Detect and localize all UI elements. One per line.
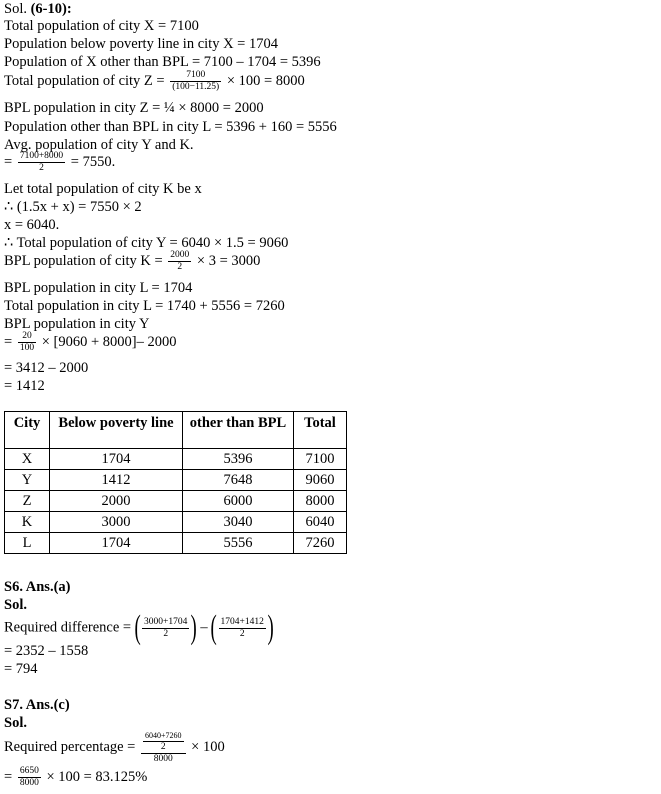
col-header-city: City: [5, 412, 50, 449]
nested-fraction: $\frac{\frac{6040+7260}{2}}{8000}$: [141, 730, 186, 765]
sol-label: Sol.: [4, 1, 31, 17]
table-header-row: [5, 412, 347, 449]
s6-line-1: Required difference = ( $\frac{3000+1704}{2}$ ) – ( $\frac{1704+1412}{2}$ ): [4, 609, 274, 646]
cell-city: Z: [5, 491, 50, 512]
line-7: Avg. population of city Y and K.: [4, 137, 194, 153]
cell-total: 6040: [294, 512, 347, 533]
s6-line-2: = 2352 – 1558: [4, 643, 89, 659]
cell-other: 7648: [183, 470, 294, 491]
cell-other: 5556: [183, 533, 294, 554]
table-row: [5, 470, 347, 491]
line-14: BPL population in city L = 1704: [4, 280, 193, 296]
s7-line-2: = $\frac{6650}{8000}$ × 100 = 83.125%: [4, 766, 148, 788]
line-4: Total population of city Z = $\frac{7100}{(100-11.25)}$ × 100 = 8000: [4, 70, 305, 92]
s7-line-1: Required percentage = $\frac{\frac{6040+7260}{2}}{8000}$ × 100: [4, 731, 225, 764]
cell-bpl: 1704: [50, 449, 183, 470]
line-5: BPL population in city Z = ¼ × 8000 = 2000: [4, 100, 264, 116]
s7-heading: S7. Ans.(c): [4, 697, 70, 713]
table-row: [5, 449, 347, 470]
line-3: Population of X other than BPL = 7100 – 1704 = 5396: [4, 54, 321, 70]
s6-heading: S6. Ans.(a): [4, 579, 71, 595]
fraction: $\frac{1704+1412}{2}$: [220, 616, 264, 639]
cell-city: L: [5, 533, 50, 554]
fraction: $\frac{7100+8000}{2}$: [19, 151, 64, 173]
line-18: = 3412 – 2000: [4, 360, 89, 376]
s7-sol-label: Sol.: [4, 715, 27, 731]
table-row: [5, 512, 347, 533]
cell-total: 7100: [294, 449, 347, 470]
question-range: (6-10):: [30, 1, 72, 17]
col-header-bpl: Below poverty line: [50, 412, 183, 449]
population-table: [4, 411, 347, 554]
line-1: Total population of city X = 7100: [4, 18, 199, 34]
line-17: = $\frac{20}{100}$ × [9060 + 8000]– 2000: [4, 331, 177, 353]
col-header-total: Total: [294, 412, 347, 449]
cell-bpl: 3000: [50, 512, 183, 533]
table-row: [5, 491, 347, 512]
line-19: = 1412: [4, 378, 45, 394]
line-10: ∴ (1.5x + x) = 7550 × 2: [4, 199, 142, 215]
cell-total: 8000: [294, 491, 347, 512]
cell-city: K: [5, 512, 50, 533]
cell-other: 6000: [183, 491, 294, 512]
cell-other: 5396: [183, 449, 294, 470]
cell-bpl: 1704: [50, 533, 183, 554]
cell-bpl: 2000: [50, 491, 183, 512]
line-2: Population below poverty line in city X = 1704: [4, 36, 278, 52]
table-row: [5, 533, 347, 554]
line-6: Population other than BPL in city L = 5396 + 160 = 5556: [4, 119, 337, 135]
s6-line-3: = 794: [4, 661, 38, 677]
line-8: = $\frac{7100+8000}{2}$ = 7550.: [4, 151, 116, 173]
fraction: $\frac{3000+1704}{2}$: [144, 616, 188, 639]
cell-city: Y: [5, 470, 50, 491]
line-11: x = 6040.: [4, 217, 60, 233]
col-header-other: other than BPL: [183, 412, 294, 449]
line-9: Let total population of city K be x: [4, 181, 202, 197]
line-13: BPL population of city K = $\frac{2000}{2}$ × 3 = 3000: [4, 250, 261, 272]
cell-other: 3040: [183, 512, 294, 533]
cell-total: 7260: [294, 533, 347, 554]
line-15: Total population in city L = 1740 + 5556 = 7260: [4, 298, 285, 314]
fraction: $\frac{2000}{2}$: [170, 250, 190, 272]
cell-bpl: 1412: [50, 470, 183, 491]
cell-total: 9060: [294, 470, 347, 491]
fraction: $\frac{7100}{(100-11.25)}$: [172, 70, 220, 92]
fraction: $\frac{6650}{8000}$: [19, 766, 39, 788]
sol-heading: [4, 0, 72, 18]
cell-city: X: [5, 449, 50, 470]
line-16: BPL population in city Y: [4, 316, 150, 332]
line-12: ∴ Total population of city Y = 6040 × 1.5 = 9060: [4, 235, 289, 251]
fraction: $\frac{20}{100}$: [19, 331, 35, 353]
s6-sol-label: Sol.: [4, 597, 27, 613]
